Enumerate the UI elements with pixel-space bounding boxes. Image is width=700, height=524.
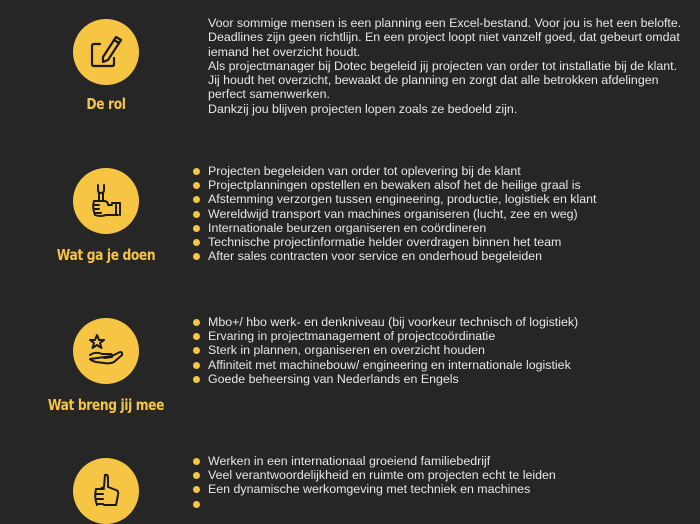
list-item: Ervaring in projectmanagement of projectcoördinatie [192,329,578,343]
section-title: De rol [86,95,126,113]
section-wat-ga-je-doen [0,150,700,300]
role-description [208,16,688,116]
offer-icon-circle [73,458,139,524]
list-item: Technische projectinformatie helder overdragen binnen het team [192,235,596,249]
bullet-dot-icon [193,211,200,218]
bullet-dot-icon [193,486,200,493]
section-wat-breng-jij-mee [0,300,700,445]
list-item: Projecten begeleiden van order tot oplevering bij de klant [192,164,596,178]
role-paragraph: Voor sommige mensen is een planning een Excel-bestand. Voor jou is het een belofte. Deadlines zijn geen richtlijn. En een project loopt niet vanzelf goed, dat gebeurt omdat iemand het overzicht houdt. [208,16,682,59]
list-item: Afstemming verzorgen tussen engineering, productie, logistiek en klant [192,192,596,206]
section-title: Wat breng jij mee [47,396,165,414]
bullet-dot-icon [193,196,200,203]
list-item: Werken in een internationaal groeiend familiebedrijf [192,454,556,468]
role-paragraph: Dankzij jou blijven projecten lopen zoals ze bedoeld zijn. [208,101,518,116]
list-item: Affiniteit met machinebouw/ engineering en internationale logistiek [192,358,578,372]
role-icon-circle [73,19,139,85]
bullet-dot-icon [193,225,200,232]
bullet-dot-icon [193,239,200,246]
bullet-dot-icon [193,472,200,479]
hand-wrench-icon [86,181,126,221]
bullet-dot-icon [193,168,200,175]
bullet-dot-icon [193,253,200,260]
edit-pencil-icon [86,32,126,72]
list-item: Internationale beurzen organiseren en coördineren [192,221,596,235]
offer-list [192,454,556,497]
list-item: Mbo+/ hbo werk- en denkniveau (bij voorkeur technisch of logistiek) [192,315,578,329]
bullet-dot-icon [193,501,200,508]
bullet-dot-icon [193,362,200,369]
tasks-icon-circle [73,168,139,234]
bullet-dot-icon [193,182,200,189]
hand-star-icon [86,331,126,371]
list-item: Veel verantwoordelijkheid en ruimte om projecten echt te leiden [192,468,556,482]
bullet-dot-icon [193,333,200,340]
list-item: After sales contracten voor service en onderhoud begeleiden [192,249,596,263]
bullet-dot-icon [193,319,200,326]
bullet-dot-icon [193,458,200,465]
list-item: Goede beheersing van Nederlands en Engels [192,372,578,386]
role-paragraph: Als projectmanager bij Dotec begeleid jij projecten van order tot installatie bij de klant. Jij houdt het overzicht, bewaakt de planning en zorgt dat alle betrokken afdelingen perfect samenwerken. [208,58,678,102]
bullet-dot-icon [193,376,200,383]
list-item: Wereldwijd transport van machines organiseren (lucht, zee en weg) [192,207,596,221]
list-item: Een dynamische werkomgeving met techniek en machines [192,482,556,496]
requirements-list [192,315,578,386]
requirements-icon-circle [73,318,139,384]
thumbs-up-icon [86,471,126,511]
tasks-list [192,164,596,263]
list-item: Sterk in plannen, organiseren en overzicht houden [192,343,578,357]
list-item: Projectplanningen opstellen en bewaken alsof het de heilige graal is [192,178,596,192]
section-wat-bieden-wij [0,445,700,500]
section-de-rol [0,0,700,150]
section-title: Wat ga je doen [56,246,156,264]
bullet-dot-icon [193,347,200,354]
